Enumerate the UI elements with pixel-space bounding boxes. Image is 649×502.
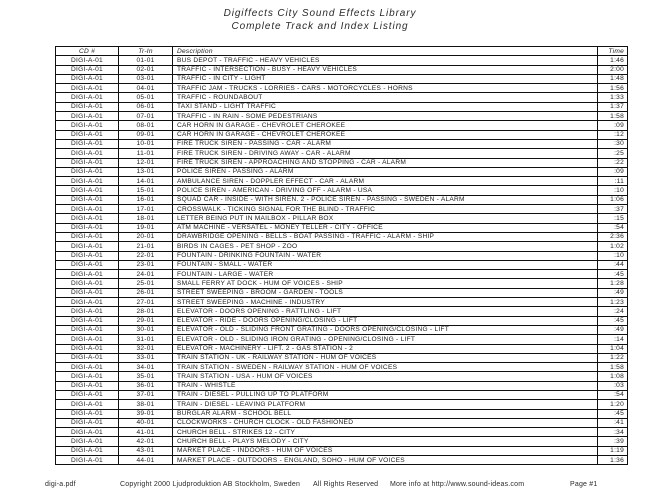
cd-number: DIGI-A-01: [56, 93, 119, 102]
track-description: TRAFFIC - ROUNDABOUT: [173, 93, 598, 102]
track-index: 34-01: [119, 363, 173, 372]
track-time: :37: [598, 205, 628, 214]
table-row: [56, 456, 628, 465]
track-index: 04-01: [119, 84, 173, 93]
track-description: MARKET PLACE - INDOORS - HUM OF VOICES: [173, 446, 598, 455]
track-description: TRAIN STATION - USA - HUM OF VOICES: [173, 372, 598, 381]
track-description: CLOCKWORKS - CHURCH CLOCK - OLD FASHIONED: [173, 418, 598, 427]
track-index: 27-01: [119, 298, 173, 307]
cd-number: DIGI-A-01: [56, 353, 119, 362]
track-index: 31-01: [119, 335, 173, 344]
document-title: [0, 8, 640, 33]
table-row: [56, 307, 628, 316]
track-index: 09-01: [119, 130, 173, 139]
track-time: :25: [598, 149, 628, 158]
track-description: MARKET PLACE - OUTDOORS - ENGLAND, SOHO - HUM OF VOICES: [173, 456, 598, 465]
track-time: 1:06: [598, 195, 628, 204]
track-index: 21-01: [119, 242, 173, 251]
track-time: 1:58: [598, 112, 628, 121]
track-time: :14: [598, 335, 628, 344]
track-description: AMBULANCE SIREN - DOPPLER EFFECT - CAR - ALARM: [173, 177, 598, 186]
cd-number: DIGI-A-01: [56, 344, 119, 353]
track-index: 14-01: [119, 177, 173, 186]
track-index: 39-01: [119, 409, 173, 418]
track-description: CAR HORN IN GARAGE - CHEVROLET CHEROKEE: [173, 130, 598, 139]
table-row: [56, 167, 628, 176]
table-row: [56, 84, 628, 93]
column-header-tr-in: Tr-In: [119, 47, 173, 56]
track-description: SQUAD CAR - INSIDE - WITH SIREN. 2 - POLICE SIREN - PASSING - SWEDEN - ALARM: [173, 195, 598, 204]
track-description: TRAFFIC - IN CITY - LIGHT: [173, 74, 598, 83]
track-time: :24: [598, 307, 628, 316]
track-time: :49: [598, 325, 628, 334]
track-description: POLICE SIREN - PASSING - ALARM: [173, 167, 598, 176]
page-footer: [0, 481, 649, 493]
cd-number: DIGI-A-01: [56, 232, 119, 241]
column-header-time: Time: [598, 47, 628, 56]
cd-number: DIGI-A-01: [56, 400, 119, 409]
track-index: 33-01: [119, 353, 173, 362]
table-row: [56, 121, 628, 130]
track-index: 30-01: [119, 325, 173, 334]
cd-number: DIGI-A-01: [56, 260, 119, 269]
track-index: 22-01: [119, 251, 173, 260]
table-row: [56, 74, 628, 83]
cd-number: DIGI-A-01: [56, 335, 119, 344]
cd-number: DIGI-A-01: [56, 84, 119, 93]
table-header-row: [56, 47, 628, 56]
track-description: STREET SWEEPING - BROOM - GARDEN - TOOLS: [173, 288, 598, 297]
cd-number: DIGI-A-01: [56, 158, 119, 167]
track-index: 37-01: [119, 390, 173, 399]
cd-number: DIGI-A-01: [56, 409, 119, 418]
track-index: 17-01: [119, 205, 173, 214]
track-time: :22: [598, 158, 628, 167]
cd-number: DIGI-A-01: [56, 112, 119, 121]
table-row: [56, 335, 628, 344]
track-index: 26-01: [119, 288, 173, 297]
table-row: [56, 251, 628, 260]
cd-number: DIGI-A-01: [56, 363, 119, 372]
track-index: 42-01: [119, 437, 173, 446]
table-row: [56, 409, 628, 418]
track-time: :09: [598, 121, 628, 130]
cd-number: DIGI-A-01: [56, 130, 119, 139]
track-description: TRAIN - WHISTLE: [173, 381, 598, 390]
track-description: FIRE TRUCK SIREN - PASSING - CAR - ALARM: [173, 139, 598, 148]
table-row: [56, 316, 628, 325]
table-row: [56, 149, 628, 158]
track-time: 1:28: [598, 279, 628, 288]
track-description: CHURCH BELL - STRIKES 12 - CITY: [173, 428, 598, 437]
table-row: [56, 428, 628, 437]
table-row: [56, 242, 628, 251]
cd-number: DIGI-A-01: [56, 56, 119, 65]
table-row: [56, 223, 628, 232]
table-row: [56, 130, 628, 139]
track-time: 1:58: [598, 363, 628, 372]
track-time: :03: [598, 381, 628, 390]
track-time: :10: [598, 186, 628, 195]
cd-number: DIGI-A-01: [56, 288, 119, 297]
track-index: 06-01: [119, 102, 173, 111]
cd-number: DIGI-A-01: [56, 167, 119, 176]
track-time: :41: [598, 418, 628, 427]
track-description: CHURCH BELL - PLAYS MELODY - CITY: [173, 437, 598, 446]
table-row: [56, 158, 628, 167]
track-index: 11-01: [119, 149, 173, 158]
cd-number: DIGI-A-01: [56, 390, 119, 399]
track-time: :15: [598, 214, 628, 223]
track-time: :49: [598, 288, 628, 297]
track-index: 32-01: [119, 344, 173, 353]
cd-number: DIGI-A-01: [56, 446, 119, 455]
track-time: :39: [598, 437, 628, 446]
track-time: 2:36: [598, 232, 628, 241]
track-description: ELEVATOR - OLD - SLIDING IRON GRATING - OPENING/CLOSING - LIFT: [173, 335, 598, 344]
column-header-description: Description: [173, 47, 598, 56]
track-time: 2:00: [598, 65, 628, 74]
cd-number: DIGI-A-01: [56, 279, 119, 288]
track-description: ELEVATOR - DOORS OPENING - RATTLING - LIFT: [173, 307, 598, 316]
footer-more-info: More info at http://www.sound-ideas.com: [390, 481, 525, 488]
track-time: 1:19: [598, 446, 628, 455]
track-description: CAR HORN IN GARAGE - CHEVROLET CHEROKEE: [173, 121, 598, 130]
title-line-1: Digiffects City Sound Effects Library: [223, 8, 417, 19]
table-row: [56, 288, 628, 297]
cd-number: DIGI-A-01: [56, 316, 119, 325]
track-index: 43-01: [119, 446, 173, 455]
track-description: ATM MACHINE - VERSATEL - MONEY TELLER - CITY - OFFICE: [173, 223, 598, 232]
track-description: CROSSWALK - TICKING SIGNAL FOR THE BLIND - TRAFFIC: [173, 205, 598, 214]
track-description: POLICE SIREN - AMERICAN - DRIVING OFF - ALARM - USA: [173, 186, 598, 195]
track-time: :44: [598, 260, 628, 269]
cd-number: DIGI-A-01: [56, 223, 119, 232]
table-row: [56, 279, 628, 288]
track-time: :11: [598, 177, 628, 186]
table-row: [56, 232, 628, 241]
track-time: :45: [598, 270, 628, 279]
table-row: [56, 214, 628, 223]
track-time: 1:33: [598, 93, 628, 102]
track-description: TRAIN - DIESEL - LEAVING PLATFORM: [173, 400, 598, 409]
cd-number: DIGI-A-01: [56, 381, 119, 390]
cd-number: DIGI-A-01: [56, 251, 119, 260]
track-description: TRAFFIC JAM - TRUCKS - LORRIES - CARS - MOTORCYCLES - HORNS: [173, 84, 598, 93]
track-description: FIRE TRUCK SIREN - DRIVING AWAY - CAR - ALARM: [173, 149, 598, 158]
track-index: 19-01: [119, 223, 173, 232]
track-index: 29-01: [119, 316, 173, 325]
track-index: 03-01: [119, 74, 173, 83]
track-time: 1:02: [598, 242, 628, 251]
track-index: 15-01: [119, 186, 173, 195]
table-row: [56, 270, 628, 279]
track-index: 02-01: [119, 65, 173, 74]
track-time: :45: [598, 316, 628, 325]
table-row: [56, 93, 628, 102]
title-line-2: Complete Track and Index Listing: [231, 20, 409, 32]
track-description: FOUNTAIN - DRINKING FOUNTAIN - WATER: [173, 251, 598, 260]
track-index: 01-01: [119, 56, 173, 65]
track-description: TRAFFIC - IN RAIN - SOME PEDESTRIANS: [173, 112, 598, 121]
cd-number: DIGI-A-01: [56, 270, 119, 279]
track-listing-table: [55, 46, 628, 465]
table-row: [56, 195, 628, 204]
footer-page-number: Page #1: [570, 481, 598, 488]
track-index: 28-01: [119, 307, 173, 316]
track-description: DRAWBRIDGE OPENING - BELLS - BOAT PASSING - TRAFFIC - ALARM - SHIP: [173, 232, 598, 241]
track-time: 1:37: [598, 102, 628, 111]
track-index: 23-01: [119, 260, 173, 269]
track-description: TRAIN STATION - SWEDEN - RAILWAY STATION - HUM OF VOICES: [173, 363, 598, 372]
cd-number: DIGI-A-01: [56, 149, 119, 158]
track-time: 1:23: [598, 298, 628, 307]
table-row: [56, 381, 628, 390]
cd-number: DIGI-A-01: [56, 418, 119, 427]
track-time: 1:22: [598, 353, 628, 362]
track-index: 18-01: [119, 214, 173, 223]
track-index: 36-01: [119, 381, 173, 390]
track-description: BURGLAR ALARM - SCHOOL BELL: [173, 409, 598, 418]
cd-number: DIGI-A-01: [56, 74, 119, 83]
table-row: [56, 186, 628, 195]
table-row: [56, 437, 628, 446]
track-description: STREET SWEEPING - MACHINE - INDUSTRY: [173, 298, 598, 307]
track-description: TRAFFIC - INTERSECTION - BUSY - HEAVY VEHICLES: [173, 65, 598, 74]
track-description: FOUNTAIN - LARGE - WATER: [173, 270, 598, 279]
track-time: :34: [598, 428, 628, 437]
cd-number: DIGI-A-01: [56, 102, 119, 111]
cd-number: DIGI-A-01: [56, 205, 119, 214]
cd-number: DIGI-A-01: [56, 456, 119, 465]
cd-number: DIGI-A-01: [56, 307, 119, 316]
track-description: BIRDS IN CAGES - PET SHOP - ZOO: [173, 242, 598, 251]
cd-number: DIGI-A-01: [56, 177, 119, 186]
track-index: 13-01: [119, 167, 173, 176]
table-row: [56, 112, 628, 121]
track-index: 41-01: [119, 428, 173, 437]
cd-number: DIGI-A-01: [56, 325, 119, 334]
track-description: TRAIN STATION - UK - RAILWAY STATION - HUM OF VOICES: [173, 353, 598, 362]
track-time: :09: [598, 167, 628, 176]
track-description: FOUNTAIN - SMALL - WATER: [173, 260, 598, 269]
track-time: 1:08: [598, 372, 628, 381]
track-time: 1:04: [598, 344, 628, 353]
track-index: 08-01: [119, 121, 173, 130]
table-row: [56, 65, 628, 74]
table-row: [56, 400, 628, 409]
track-index: 25-01: [119, 279, 173, 288]
track-time: :54: [598, 390, 628, 399]
track-description: ELEVATOR - OLD - SLIDING FRONT GRATING - DOORS OPENING/CLOSING - LIFT: [173, 325, 598, 334]
track-description: ELEVATOR - MACHINERY - LIFT. 2 - GAS STATION - 2: [173, 344, 598, 353]
track-index: 07-01: [119, 112, 173, 121]
track-description: TRAIN - DIESEL - PULLING UP TO PLATFORM: [173, 390, 598, 399]
track-index: 44-01: [119, 456, 173, 465]
track-index: 38-01: [119, 400, 173, 409]
table-row: [56, 260, 628, 269]
track-description: SMALL FERRY AT DOCK - HUM OF VOICES - SHIP: [173, 279, 598, 288]
column-header-cd: CD #: [56, 47, 119, 56]
table-row: [56, 353, 628, 362]
track-table-body: [56, 56, 628, 465]
table-row: [56, 56, 628, 65]
footer-rights: All Rights Reserved: [313, 481, 379, 488]
track-description: BUS DEPOT - TRAFFIC - HEAVY VEHICLES: [173, 56, 598, 65]
cd-number: DIGI-A-01: [56, 121, 119, 130]
cd-number: DIGI-A-01: [56, 214, 119, 223]
track-description: ELEVATOR - RIDE - DOORS OPENING/CLOSING - LIFT: [173, 316, 598, 325]
track-time: 1:46: [598, 56, 628, 65]
table-row: [56, 363, 628, 372]
track-time: 1:48: [598, 74, 628, 83]
table-row: [56, 325, 628, 334]
track-index: 20-01: [119, 232, 173, 241]
track-time: :54: [598, 223, 628, 232]
cd-number: DIGI-A-01: [56, 372, 119, 381]
cd-number: DIGI-A-01: [56, 298, 119, 307]
footer-filename: digi-a.pdf: [45, 481, 76, 488]
table-row: [56, 205, 628, 214]
table-row: [56, 446, 628, 455]
track-index: 12-01: [119, 158, 173, 167]
track-time: :10: [598, 251, 628, 260]
table-row: [56, 418, 628, 427]
track-index: 35-01: [119, 372, 173, 381]
footer-copyright: Copyright 2000 Ljudproduktion AB Stockholm, Sweden: [120, 481, 301, 488]
track-time: 1:36: [598, 456, 628, 465]
cd-number: DIGI-A-01: [56, 242, 119, 251]
table-row: [56, 102, 628, 111]
track-description: FIRE TRUCK SIREN - APPROACHING AND STOPPING - CAR - ALARM: [173, 158, 598, 167]
table-row: [56, 298, 628, 307]
track-time: :45: [598, 409, 628, 418]
cd-number: DIGI-A-01: [56, 186, 119, 195]
track-time: 1:20: [598, 400, 628, 409]
track-description: LETTER BEING PUT IN MAILBOX - PILLAR BOX: [173, 214, 598, 223]
track-time: :30: [598, 139, 628, 148]
track-index: 24-01: [119, 270, 173, 279]
track-time: :12: [598, 130, 628, 139]
track-index: 10-01: [119, 139, 173, 148]
cd-number: DIGI-A-01: [56, 437, 119, 446]
table-row: [56, 177, 628, 186]
cd-number: DIGI-A-01: [56, 428, 119, 437]
track-index: 05-01: [119, 93, 173, 102]
table-row: [56, 372, 628, 381]
track-time: 1:56: [598, 84, 628, 93]
cd-number: DIGI-A-01: [56, 195, 119, 204]
track-index: 16-01: [119, 195, 173, 204]
table-row: [56, 139, 628, 148]
table-row: [56, 344, 628, 353]
track-description: TAXI STAND - LIGHT TRAFFIC: [173, 102, 598, 111]
table-row: [56, 390, 628, 399]
track-index: 40-01: [119, 418, 173, 427]
cd-number: DIGI-A-01: [56, 65, 119, 74]
cd-number: DIGI-A-01: [56, 139, 119, 148]
